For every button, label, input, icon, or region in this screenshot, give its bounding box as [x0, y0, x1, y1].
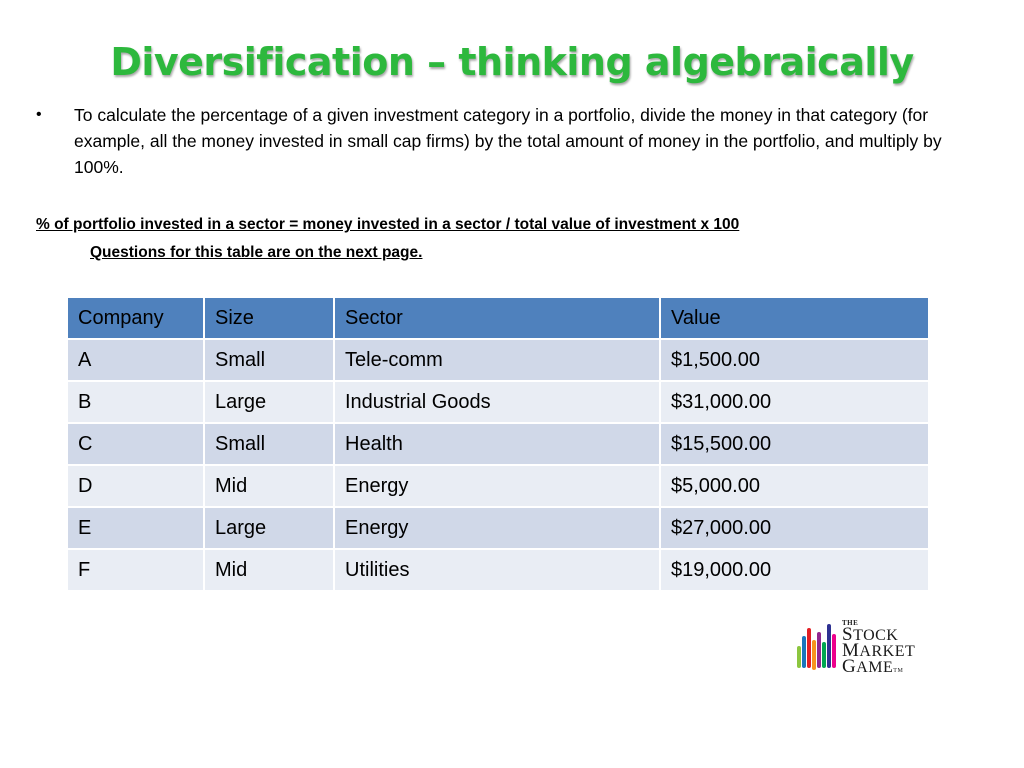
- logo-bar: [807, 628, 811, 668]
- header-sector: Sector: [334, 298, 660, 339]
- cell-size: Mid: [204, 465, 334, 507]
- logo-bar: [817, 632, 821, 668]
- logo-line-market: MARKET: [842, 640, 916, 661]
- cell-value: $27,000.00: [660, 507, 929, 549]
- cell-sector: Energy: [334, 465, 660, 507]
- cell-size: Mid: [204, 549, 334, 591]
- table-row: [68, 381, 929, 423]
- bullet-text: To calculate the percentage of a given investment category in a portfolio, divide the money in that category (for example, all the money invested in small cap firms) by the total amount of money in the portfolio, and multiply by 100%.: [74, 105, 942, 177]
- cell-value: $5,000.00: [660, 465, 929, 507]
- logo-trademark: TM: [893, 668, 904, 674]
- logo-bar: [812, 640, 816, 670]
- cell-sector: Health: [334, 423, 660, 465]
- cell-sector: Tele-comm: [334, 339, 660, 381]
- cell-value: $19,000.00: [660, 549, 929, 591]
- cell-company: B: [68, 381, 204, 423]
- cell-size: Small: [204, 423, 334, 465]
- table-row: [68, 465, 929, 507]
- logo-bar: [797, 646, 801, 668]
- table-row: [68, 549, 929, 591]
- cell-size: Large: [204, 507, 334, 549]
- logo-bars-icon: [796, 620, 840, 672]
- logo-bar: [802, 636, 806, 668]
- logo-the: THE: [842, 619, 859, 627]
- cell-company: E: [68, 507, 204, 549]
- slide-title: Diversification – thinking algebraically: [110, 40, 914, 84]
- logo-bar: [832, 634, 836, 668]
- stock-market-game-logo: [796, 620, 936, 676]
- table-row: [68, 507, 929, 549]
- table-row: [68, 339, 929, 381]
- cell-value: $15,500.00: [660, 423, 929, 465]
- header-value: Value: [660, 298, 929, 339]
- cell-sector: Energy: [334, 507, 660, 549]
- cell-company: F: [68, 549, 204, 591]
- cell-value: $31,000.00: [660, 381, 929, 423]
- header-size: Size: [204, 298, 334, 339]
- logo-line-game: GAMETM: [842, 656, 904, 677]
- cell-size: Large: [204, 381, 334, 423]
- table-note: Questions for this table are on the next page.: [90, 244, 423, 261]
- logo-wordmark: [842, 620, 915, 679]
- cell-sector: Utilities: [334, 549, 660, 591]
- logo-bar: [822, 642, 826, 668]
- bullet-point: [36, 102, 966, 180]
- cell-company: A: [68, 339, 204, 381]
- formula-text: % of portfolio invested in a sector = money invested in a sector / total value of investment x 100: [36, 216, 740, 233]
- header-company: Company: [68, 298, 204, 339]
- portfolio-table: [68, 298, 930, 592]
- table-row: [68, 423, 929, 465]
- cell-size: Small: [204, 339, 334, 381]
- logo-line-stock: STOCK: [842, 624, 899, 645]
- bullet-dot: •: [36, 106, 42, 123]
- cell-company: C: [68, 423, 204, 465]
- logo-bar: [827, 624, 831, 668]
- table-header-row: [68, 298, 929, 339]
- cell-company: D: [68, 465, 204, 507]
- cell-value: $1,500.00: [660, 339, 929, 381]
- cell-sector: Industrial Goods: [334, 381, 660, 423]
